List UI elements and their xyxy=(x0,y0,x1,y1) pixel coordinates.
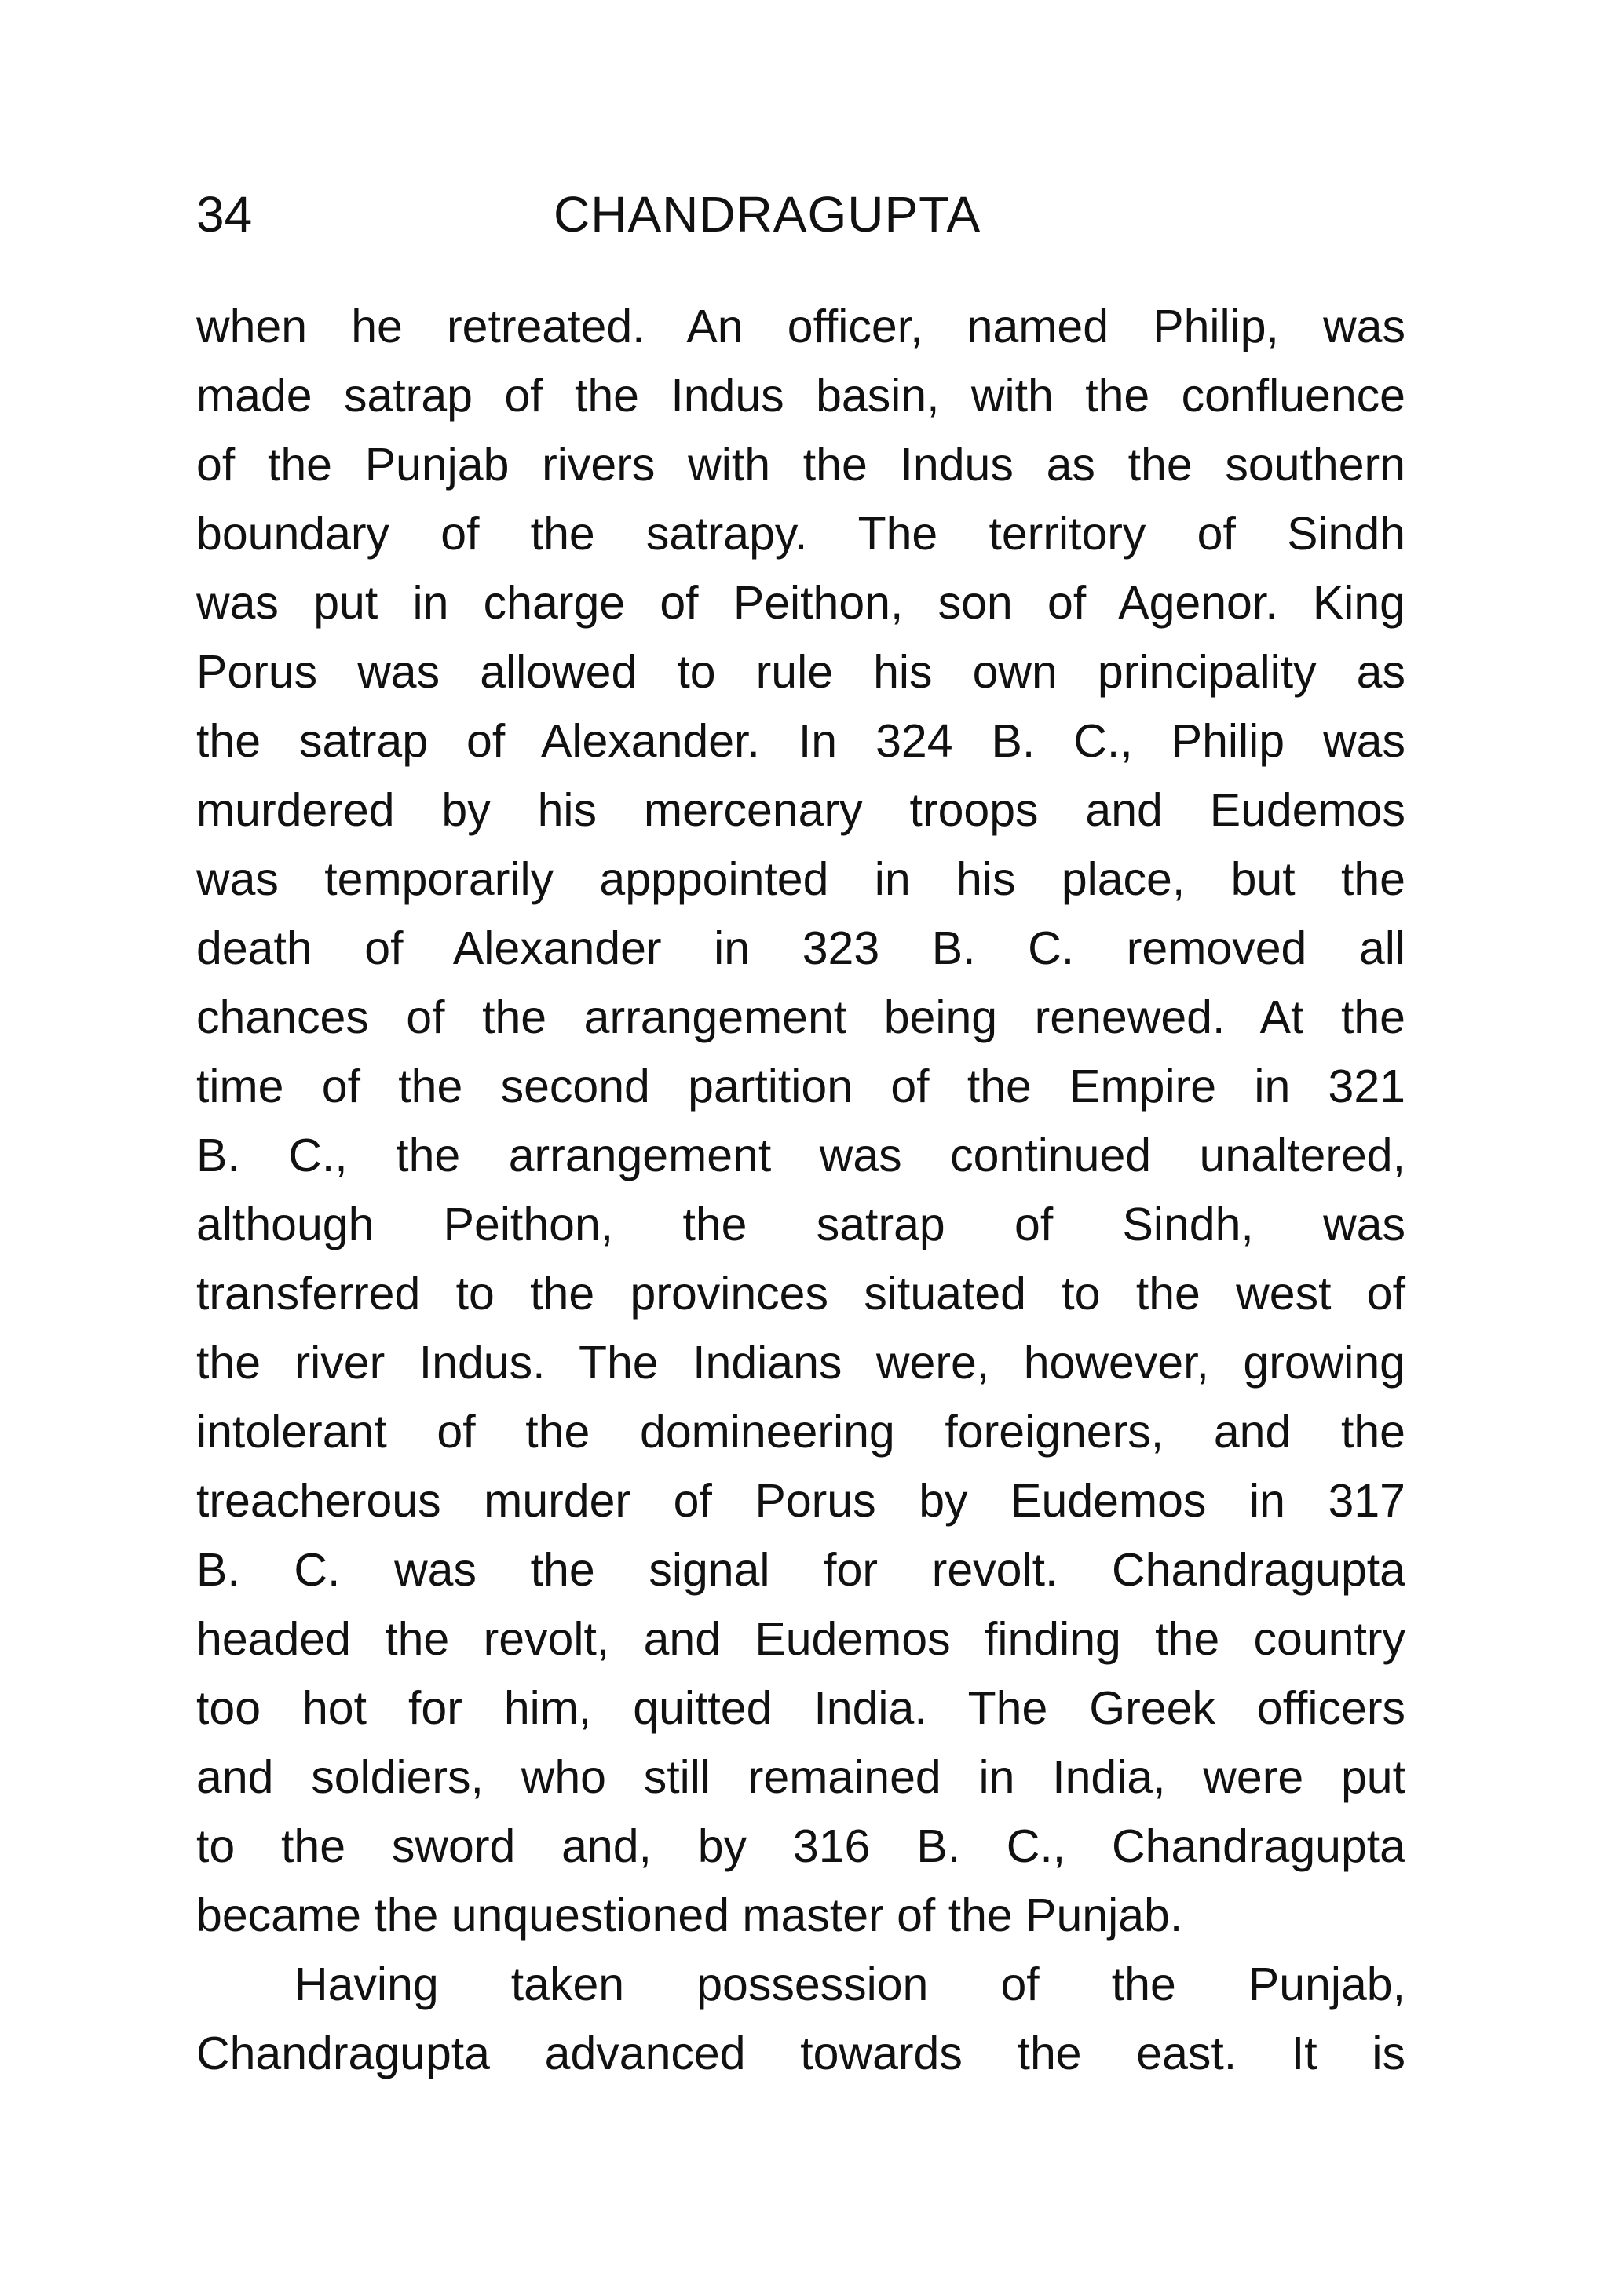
text-line: headed the revolt, and Eudemos finding the country xyxy=(196,1613,1405,1665)
text-line: B. C., the arrangement was continued unaltered, xyxy=(196,1130,1405,1181)
text-line: to the sword and, by 316 B. C., Chandragupta xyxy=(196,1820,1405,1872)
text-line: made satrap of the Indus basin, with the confluence xyxy=(196,370,1405,422)
text-line: death of Alexander in 323 B. C. removed all xyxy=(196,922,1405,974)
text-line: boundary of the satrapy. The territory of Sindh xyxy=(196,508,1405,560)
text-line: too hot for him, quitted India. The Greek officers xyxy=(196,1682,1405,1734)
text-line: was temporarily apppointed in his place, but the xyxy=(196,853,1405,905)
text-line: chances of the arrangement being renewed. At the xyxy=(196,991,1405,1043)
text-line: intolerant of the domineering foreigners, and the xyxy=(196,1406,1405,1458)
text-line: transferred to the provinces situated to the west of xyxy=(196,1268,1405,1320)
text-line: of the Punjab rivers with the Indus as the southern xyxy=(196,439,1405,491)
text-line: B. C. was the signal for revolt. Chandragupta xyxy=(196,1544,1405,1596)
text-line: and soldiers, who still remained in India, were put xyxy=(196,1751,1405,1803)
text-line: Porus was allowed to rule his own principality as xyxy=(196,646,1405,698)
page-header xyxy=(196,179,1405,250)
text-line: was put in charge of Peithon, son of Agenor. King xyxy=(196,577,1405,629)
text-line: the river Indus. The Indians were, however, growing xyxy=(196,1337,1405,1389)
text-line: treacherous murder of Porus by Eudemos in 317 xyxy=(196,1475,1405,1527)
text-line: the satrap of Alexander. In 324 B. C., Philip was xyxy=(196,715,1405,767)
body-text xyxy=(196,292,1405,2088)
running-title: CHANDRAGUPTA xyxy=(554,186,981,243)
page-number: 34 xyxy=(196,186,253,243)
text-line: murdered by his mercenary troops and Eudemos xyxy=(196,784,1405,836)
text-line: Having taken possession of the Punjab, xyxy=(294,1958,1405,2010)
text-line: time of the second partition of the Empire in 321 xyxy=(196,1060,1405,1112)
text-line: became the unquestioned master of the Punjab. xyxy=(196,1889,1183,1941)
text-line: Chandragupta advanced towards the east. It is xyxy=(196,2028,1405,2079)
text-line: although Peithon, the satrap of Sindh, was xyxy=(196,1199,1405,1250)
text-line: when he retreated. An officer, named Philip, was xyxy=(196,301,1405,352)
